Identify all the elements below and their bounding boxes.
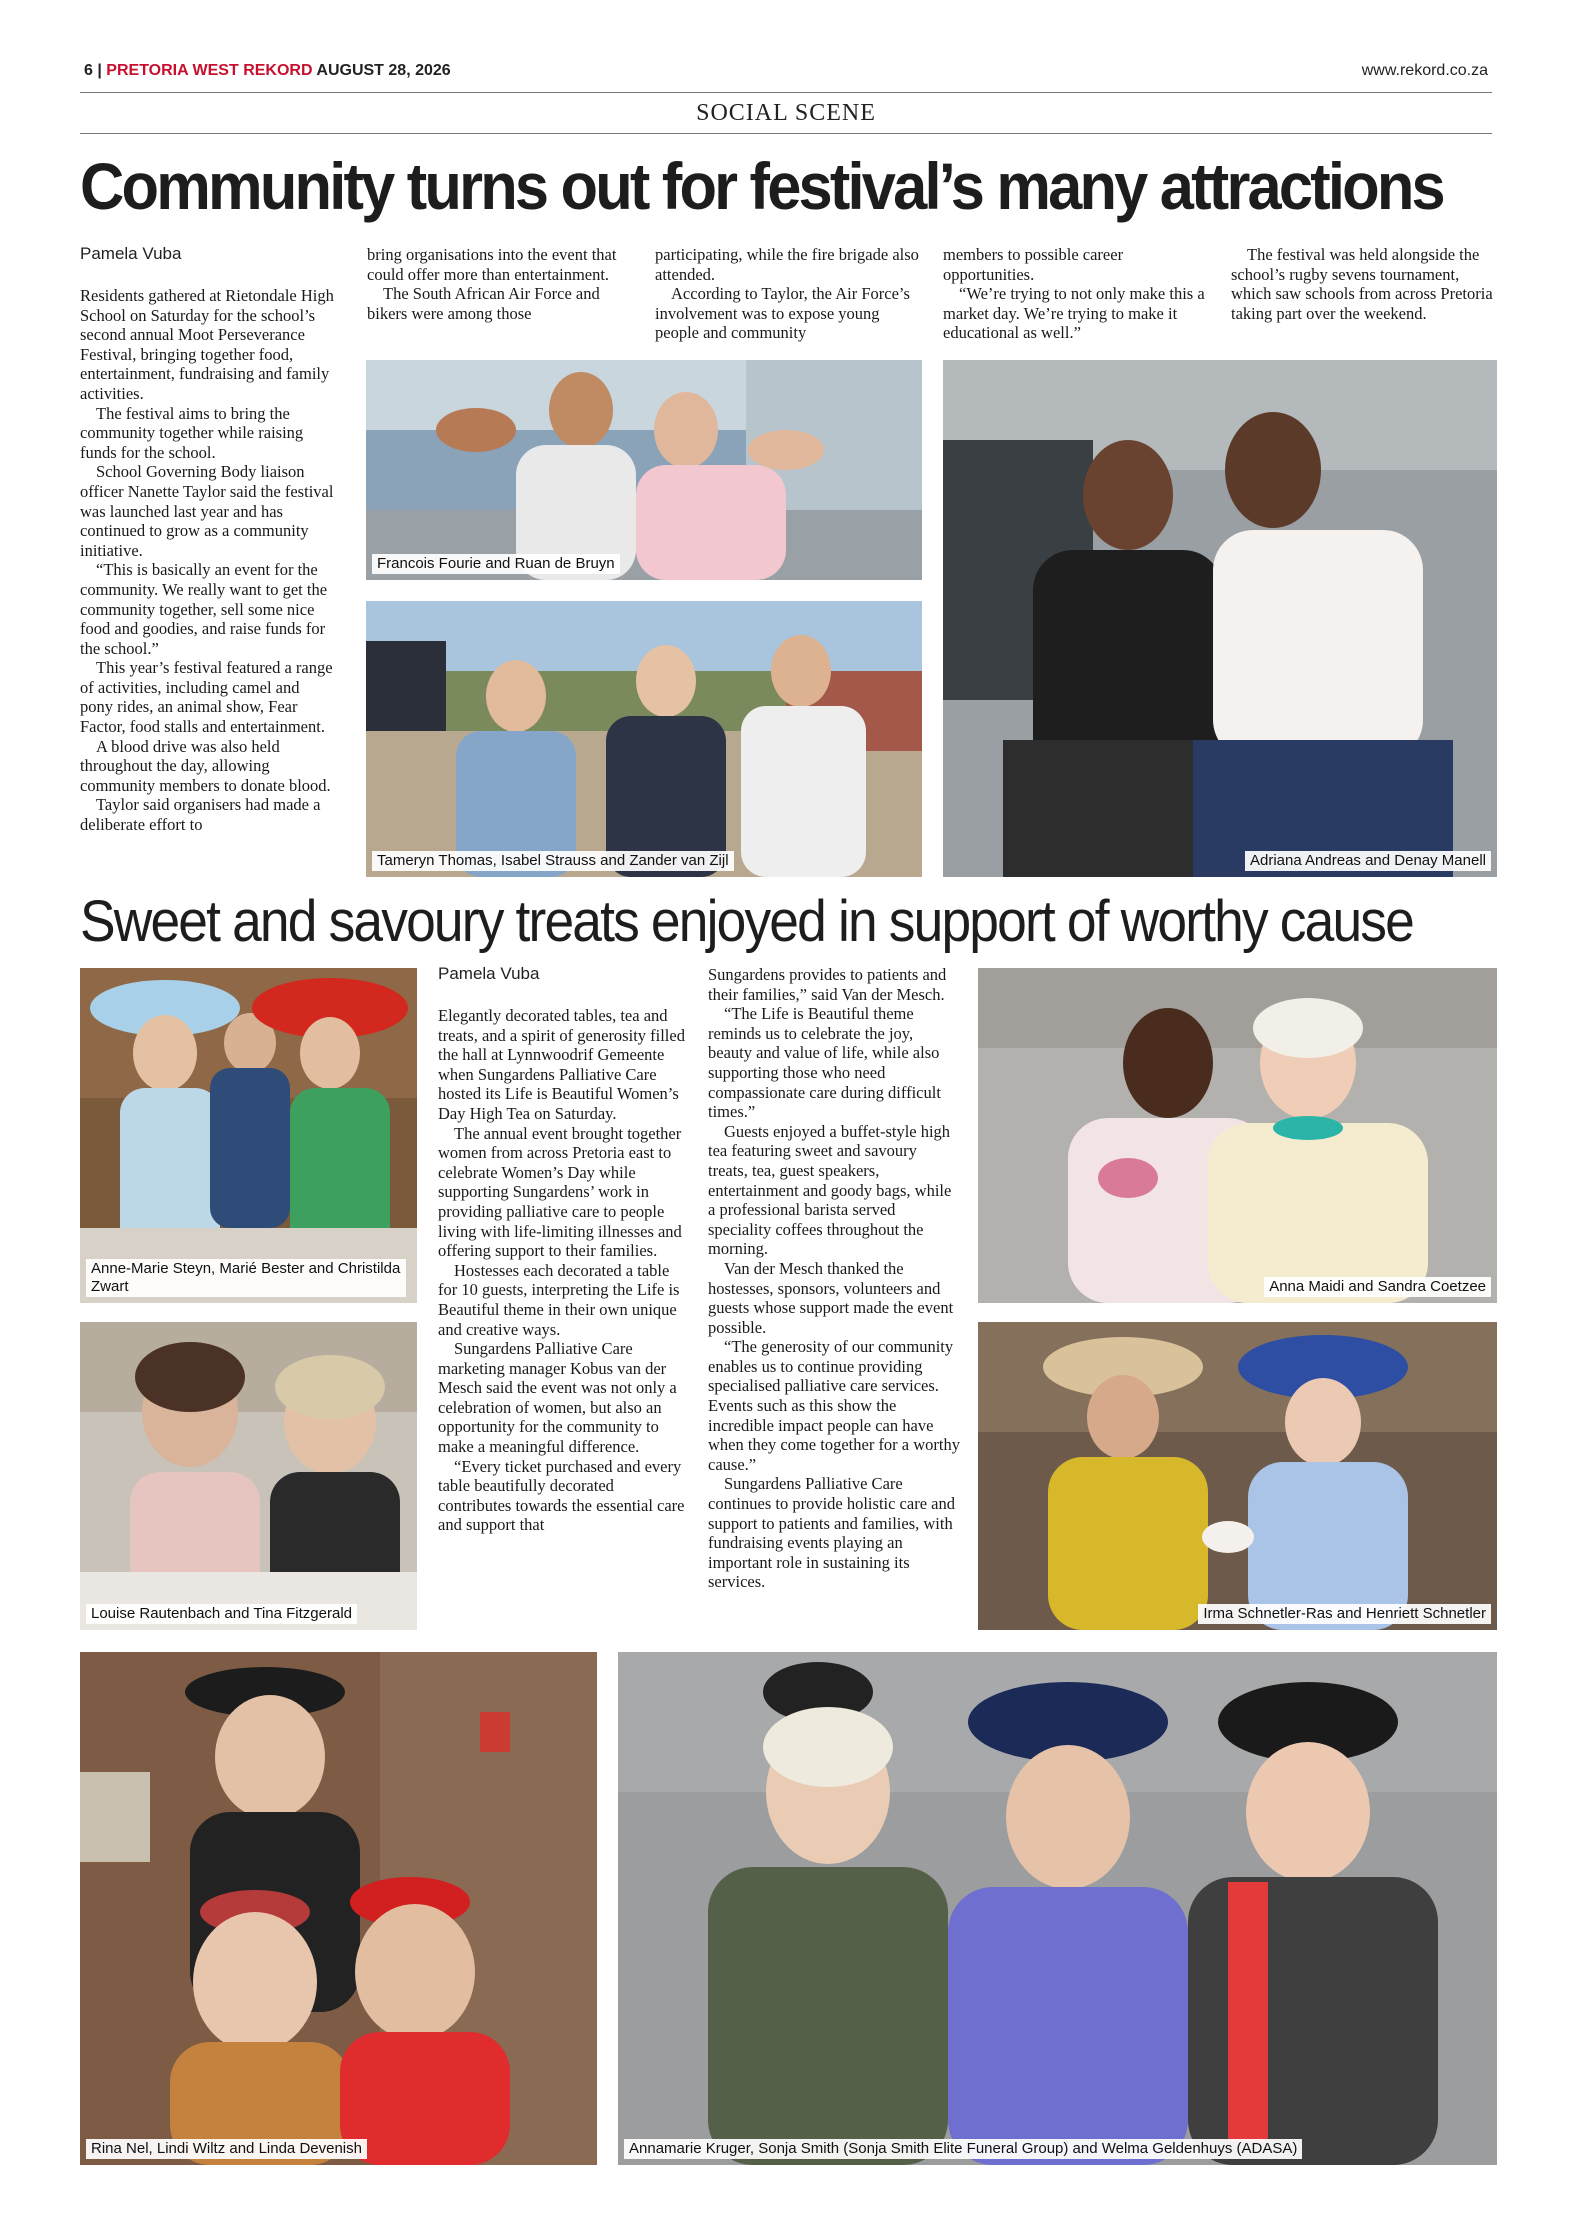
paragraph: This year’s festival featured a range of activities, including camel and pony rides, an animal show, Fear Factor, food stalls and entertainment. bbox=[80, 658, 333, 737]
story1-byline: Pamela Vuba bbox=[80, 244, 182, 263]
photo-hightea-6 bbox=[618, 1652, 1497, 2165]
story1-column-2 bbox=[367, 245, 635, 323]
paragraph: “Every ticket purchased and every table beautifully decorated contributes towards the essential care and support that bbox=[438, 1456, 685, 1535]
photo-hightea-2 bbox=[80, 1322, 417, 1630]
paragraph: Van der Mesch thanked the hostesses, sponsors, volunteers and guests whose support made the event possible. bbox=[708, 1258, 954, 1337]
page-header bbox=[84, 62, 451, 80]
photo-caption: Anne-Marie Steyn, Marié Bester and Christilda Zwart bbox=[86, 1259, 406, 1297]
story2-byline: Pamela Vuba bbox=[438, 964, 540, 983]
photo-festival-1 bbox=[366, 360, 922, 580]
story1-column-5 bbox=[1231, 245, 1493, 323]
photo-hightea-1 bbox=[80, 968, 417, 1303]
story1-column-1 bbox=[80, 286, 334, 835]
paragraph: According to Taylor, the Air Force’s involvement was to expose young people and community bbox=[655, 284, 910, 343]
story1-column-4 bbox=[943, 245, 1211, 343]
paragraph: The South African Air Force and bikers were among those bbox=[367, 284, 600, 323]
photo-caption: Tameryn Thomas, Isabel Strauss and Zander van Zijl bbox=[372, 851, 734, 871]
photo-hightea-3 bbox=[978, 968, 1497, 1303]
photo-caption: Louise Rautenbach and Tina Fitzgerald bbox=[86, 1604, 357, 1624]
paragraph: “The Life is Beautiful theme reminds us to celebrate the joy, beauty and value of life, while also supporting those who need compassionate care during difficult times.” bbox=[708, 1004, 941, 1122]
photo-caption: Anna Maidi and Sandra Coetzee bbox=[1264, 1277, 1491, 1297]
story2-headline: Sweet and savoury treats enjoyed in support of worthy cause bbox=[80, 889, 1413, 954]
paragraph: Guests enjoyed a buffet-style high tea featuring sweet and savoury treats, tea, guest speakers, entertainment and goody bags, while a professional barista served speciality coffees throughout the morning. bbox=[708, 1121, 952, 1259]
paragraph: Elegantly decorated tables, tea and treats, and a spirit of generosity filled the hall at Lynnwoodrif Gemeente when Sungardens Palliative Care hosted its Life is Beautiful Women’s Day High Tea on Saturday. bbox=[438, 1006, 685, 1123]
photo-festival-2 bbox=[366, 601, 922, 877]
paragraph: School Governing Body liaison officer Nanette Taylor said the festival was launched last year and has continued to grow as a community initiative. bbox=[80, 462, 334, 560]
paragraph: members to possible career opportunities. bbox=[943, 245, 1124, 284]
story2-column-2 bbox=[708, 965, 960, 1592]
paragraph: Sungardens Palliative Care marketing manager Kobus van der Mesch said the event was not only a celebration of women, but also an opportunity for the community to make a meaningful difference. bbox=[438, 1339, 677, 1457]
photo-caption: Annamarie Kruger, Sonja Smith (Sonja Smith Elite Funeral Group) and Welma Geldenhuys (ADASA) bbox=[624, 2139, 1302, 2159]
paragraph: “This is basically an event for the community. We really want to get the community together, sell some nice food and goodies, and raise funds for the school.” bbox=[80, 560, 328, 658]
story1-column-3 bbox=[655, 245, 923, 343]
photo-hightea-4 bbox=[978, 1322, 1497, 1630]
photo-festival-3 bbox=[943, 360, 1497, 877]
paragraph: The festival aims to bring the community together while raising funds for the school. bbox=[80, 403, 304, 462]
paragraph: participating, while the fire brigade also attended. bbox=[655, 245, 919, 284]
website-url: www.rekord.co.za bbox=[1361, 62, 1488, 79]
photo-caption: Rina Nel, Lindi Wiltz and Linda Devenish bbox=[86, 2139, 367, 2159]
paragraph: Residents gathered at Rietondale High School on Saturday for the school’s second annual Moot Perseverance Festival, bringing together food, entertainment, fundraising and family activities. bbox=[80, 286, 334, 403]
paragraph: Sungardens Palliative Care continues to provide holistic care and support to patients and families, with fundraising events playing an important role in sustaining its services. bbox=[708, 1474, 955, 1592]
section-rule bbox=[80, 133, 1492, 134]
paragraph: Sungardens provides to patients and their families,” said Van der Mesch. bbox=[708, 965, 947, 1004]
paragraph: bring organisations into the event that could offer more than entertainment. bbox=[367, 245, 617, 284]
paragraph: Hostesses each decorated a table for 10 guests, interpreting the Life is Beautiful theme in their own unique and creative ways. bbox=[438, 1260, 680, 1339]
paragraph: The annual event brought together women from across Pretoria east to celebrate Women’s Day while supporting Sungardens’ work in providing palliative care to people living with life-limiting illnesses and offering support to their families. bbox=[438, 1123, 682, 1261]
photo-hightea-5 bbox=[80, 1652, 597, 2165]
header-separator: | bbox=[97, 62, 102, 79]
section-title: SOCIAL SCENE bbox=[696, 100, 876, 126]
paragraph: The festival was held alongside the school’s rugby sevens tournament, which saw schools from across Pretoria taking part over the weekend. bbox=[1231, 245, 1493, 323]
publication-name: PRETORIA WEST REKORD bbox=[106, 62, 313, 79]
paragraph: “We’re trying to not only make this a market day. We’re trying to make it educational as well.” bbox=[943, 284, 1205, 343]
story2-column-1 bbox=[438, 1006, 690, 1535]
header-rule bbox=[80, 92, 1492, 93]
paragraph: A blood drive was also held throughout the day, allowing community members to donate blood. bbox=[80, 736, 331, 795]
photo-caption: Adriana Andreas and Denay Manell bbox=[1245, 851, 1491, 871]
paragraph: Taylor said organisers had made a deliberate effort to bbox=[80, 795, 321, 835]
photo-caption: Irma Schnetler-Ras and Henriett Schnetler bbox=[1198, 1604, 1491, 1624]
issue-date: AUGUST 28, 2026 bbox=[316, 62, 451, 79]
paragraph: “The generosity of our community enables us to continue providing specialised palliative care services. Events such as this show the incredible impact people can have when they come together for a worthy cause.” bbox=[708, 1337, 960, 1474]
story1-headline: Community turns out for festival’s many attractions bbox=[80, 149, 1443, 223]
page-number: 6 bbox=[84, 62, 93, 79]
photo-caption: Francois Fourie and Ruan de Bruyn bbox=[372, 554, 620, 574]
